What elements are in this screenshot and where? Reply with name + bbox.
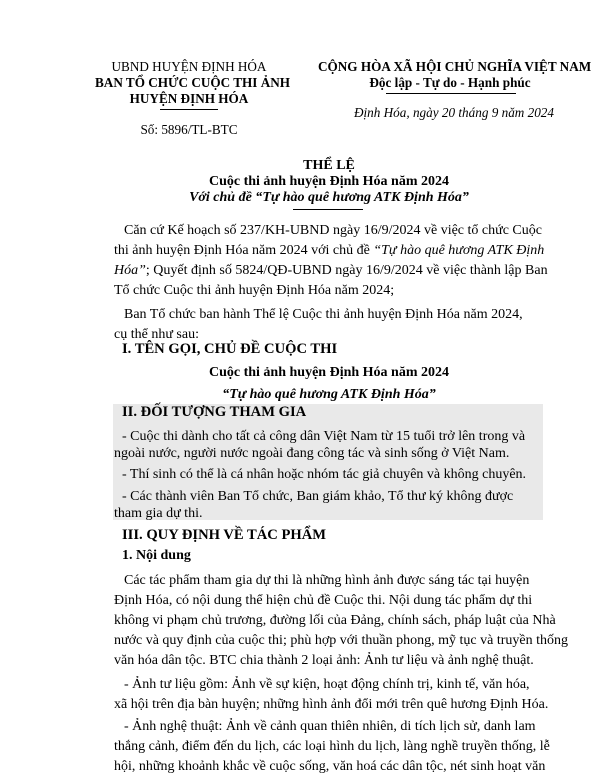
content-line: hội, những khoảnh khắc về cuộc sống, văn hoá các dân tộc, nét sinh hoạt văn — [114, 759, 546, 774]
issue-date: Định Hóa, ngày 20 tháng 9 năm 2024 — [353, 105, 554, 120]
eligibility-item: ngoài nước, người nước ngoài đang công tác và sinh sống ở Việt Nam. — [114, 446, 510, 461]
intro-line: cụ thể như sau: — [114, 327, 199, 342]
section1-theme: “Tự hào quê hương ATK Định Hóa” — [222, 387, 436, 402]
intro-line — [114, 260, 548, 281]
eligibility-item: - Cuộc thi dành cho tất cả công dân Việt Nam từ 15 tuổi trở lên trong và — [122, 429, 526, 444]
issuer-committee-line2: HUYỆN ĐỊNH HÓA — [129, 91, 249, 106]
section-heading: III. QUY ĐỊNH VỀ TÁC PHẨM — [122, 527, 327, 543]
content-line: Định Hóa, có nội dung thể hiện chủ đề Cuộc thi. Nội dung tác phẩm dự thi — [114, 593, 533, 608]
content-line: - Ảnh nghệ thuật: Ảnh về cảnh quan thiên nhiên, di tích lịch sử, danh lam — [124, 719, 536, 734]
content-line: nước và quy định của cuộc thi; phù hợp với thuần phong, mỹ tục và truyền thống — [114, 633, 568, 648]
eligibility-item: tham gia dự thi. — [114, 506, 203, 521]
contest-theme — [114, 190, 544, 206]
content-line: không vi phạm chủ trương, đường lối của Đảng, chính sách, pháp luật của Nhà — [114, 613, 556, 628]
intro-text: thi ảnh huyện Định Hóa năm 2024 với chủ đề — [114, 243, 374, 258]
theme-suffix: ” — [461, 190, 469, 205]
subsection-heading: 1. Nội dung — [122, 548, 191, 563]
section1-contest-name: Cuộc thi ảnh huyện Định Hóa năm 2024 — [208, 365, 449, 380]
eligibility-item: - Thí sinh có thể là cá nhân hoặc nhóm tác giả chuyên và không chuyên. — [122, 467, 527, 482]
content-line: - Ảnh tư liệu gồm: Ảnh về sự kiện, hoạt động chính trị, kinh tế, văn hóa, — [124, 677, 530, 692]
intro-line: Ban Tổ chức ban hành Thể lệ Cuộc thi ảnh huyện Định Hóa năm 2024, — [124, 307, 523, 322]
document-title: THỂ LỆ — [303, 158, 355, 173]
theme-prefix: Với chủ đề “ — [189, 190, 263, 205]
contest-name: Cuộc thi ảnh huyện Định Hóa năm 2024 — [208, 174, 449, 189]
intro-line — [114, 240, 544, 261]
section-heading: II. ĐỐI TƯỢNG THAM GIA — [122, 404, 307, 420]
intro-line: Tổ chức Cuộc thi ảnh huyện Định Hóa năm 2024; — [114, 283, 395, 298]
intro-text: ; Quyết định số 5824/QĐ-UBND ngày 16/9/2024 về việc thành lập Ban — [145, 263, 548, 278]
national-motto: Độc lập - Tự do - Hạnh phúc — [369, 75, 531, 90]
issuer-committee: BAN TỔ CHỨC CUỘC THI ẢNH — [95, 75, 291, 90]
issuer-underline — [160, 109, 218, 110]
national-title: CỘNG HÒA XÃ HỘI CHỦ NGHĨA VIỆT NAM — [318, 59, 592, 74]
title-underline — [293, 209, 363, 210]
content-line: Các tác phẩm tham gia dự thi là những hình ảnh được sáng tác tại huyện — [124, 573, 530, 588]
document-number: Số: 5896/TL-BTC — [140, 122, 238, 137]
section-heading: I. TÊN GỌI, CHỦ ĐỀ CUỘC THI — [122, 341, 338, 357]
intro-theme: Hóa” — [114, 263, 146, 278]
intro-theme: “Tự hào quê hương ATK Định — [373, 243, 545, 258]
content-line: xã hội trên địa bàn huyện; những hình ảnh đổi mới trên quê hương Định Hóa. — [114, 697, 549, 712]
theme-name: Tự hào quê hương ATK Định Hóa — [262, 190, 462, 205]
content-line: thắng cảnh, điểm đến du lịch, các loại hình du lịch, làng nghề truyền thống, lễ — [114, 739, 550, 754]
issuer-district: UBND HUYỆN ĐỊNH HÓA — [111, 59, 267, 74]
content-line: văn hóa dân tộc. BTC chia thành 2 loại ảnh: Ảnh tư liệu và ảnh nghệ thuật. — [114, 653, 534, 668]
eligibility-item: - Các thành viên Ban Tổ chức, Ban giám khảo, Tổ thư ký không được — [122, 489, 514, 504]
motto-underline — [386, 93, 516, 94]
intro-line: Căn cứ Kế hoạch số 237/KH-UBND ngày 16/9/2024 về việc tổ chức Cuộc — [124, 223, 542, 238]
